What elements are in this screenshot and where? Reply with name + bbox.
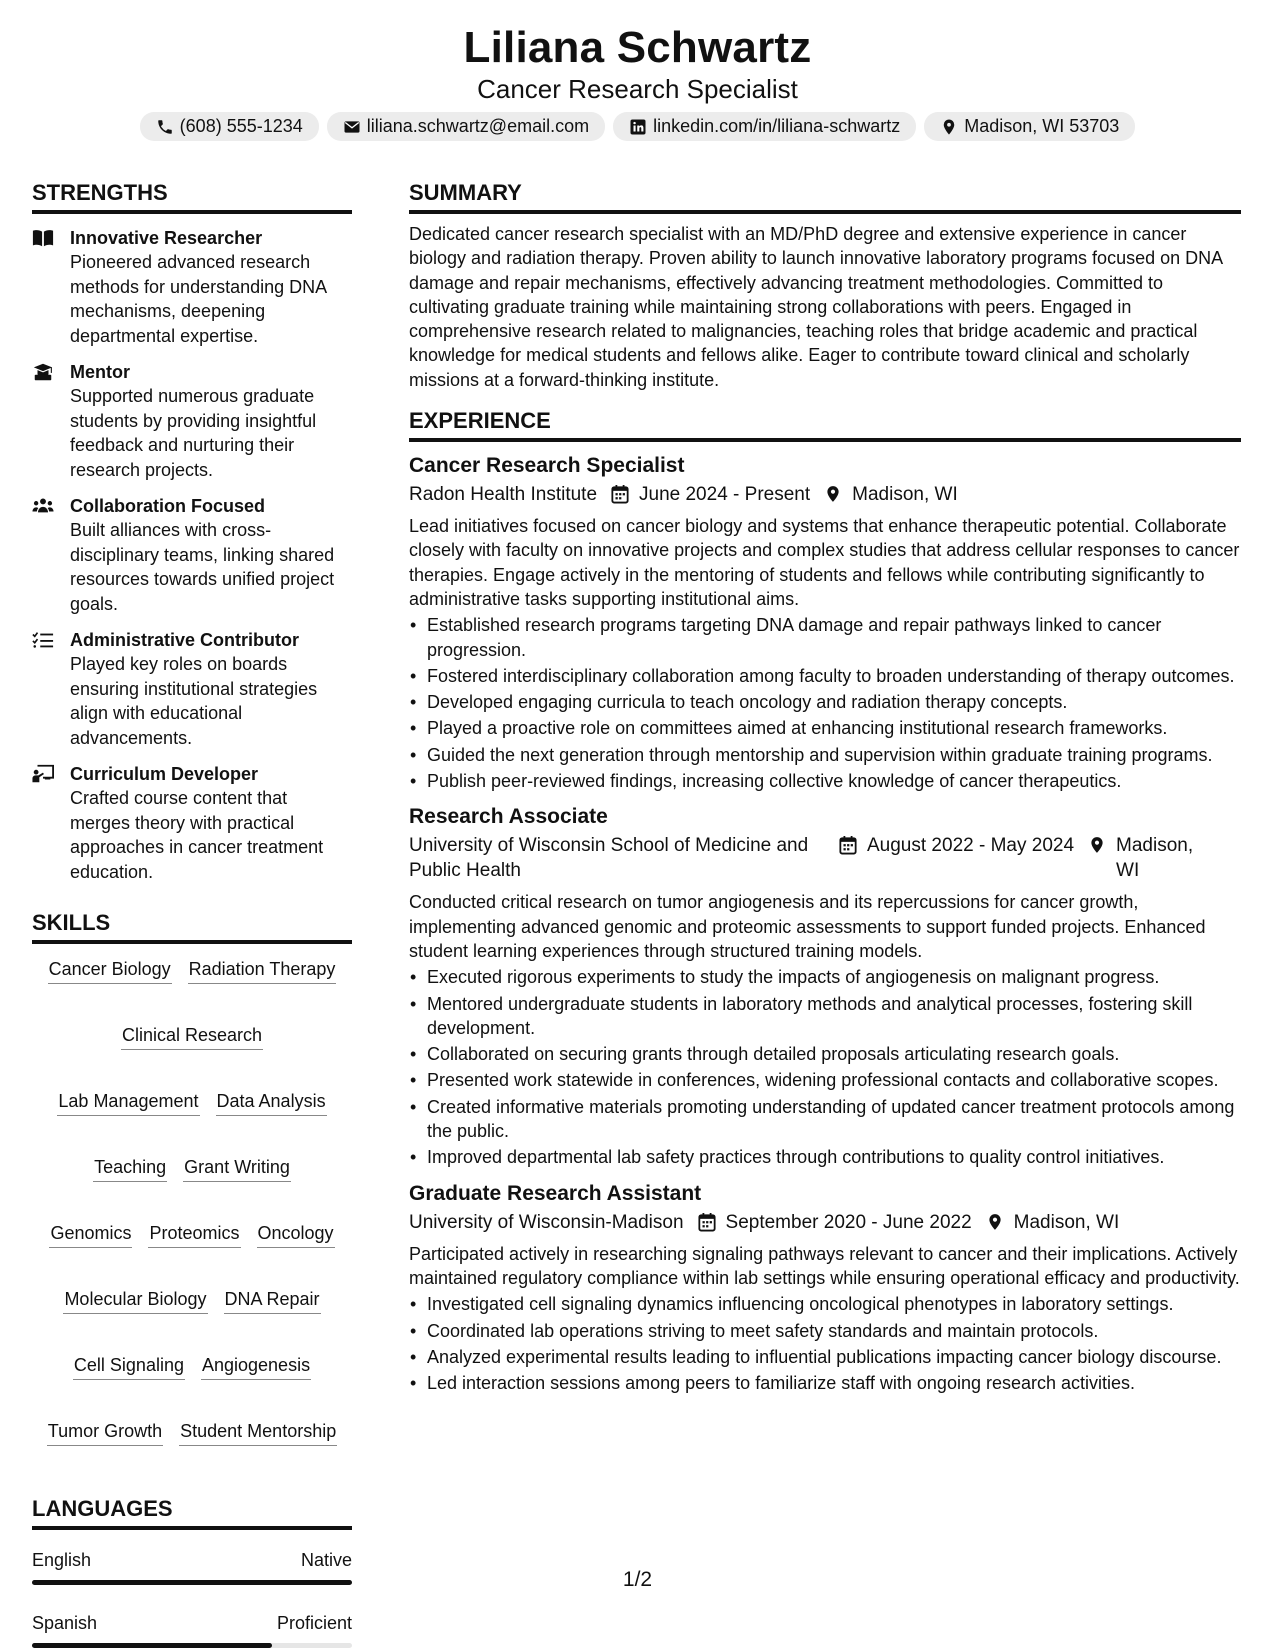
skill-tag: Clinical Research <box>121 1024 263 1050</box>
email-text: liliana.schwartz@email.com <box>366 116 590 136</box>
contact-linkedin[interactable] <box>613 112 916 141</box>
strength-item <box>32 226 352 348</box>
linkedin-text: linkedin.com/in/liliana-schwartz <box>653 116 901 136</box>
job-description: Participated actively in researching signaling pathways relevant to cancer and their implications. Actively maintained regulatory compliance within lab settings while ensuring operational efficacy and productivity. <box>409 1243 1240 1288</box>
calendar-icon <box>611 484 629 504</box>
language-level: Native <box>300 1550 352 1570</box>
strength-description: Supported numerous graduate students by providing insightful feedback and nurturing their research projects. <box>70 386 317 480</box>
book-icon <box>32 228 54 248</box>
language-name: Spanish <box>32 1613 98 1633</box>
job-location: Madison, WI <box>852 484 958 506</box>
job-bullet: • Played a proactive role on committees aimed at enhancing institutional research frameworks. <box>409 716 1241 740</box>
job-bullets <box>409 965 1241 1169</box>
language-item <box>32 1611 352 1648</box>
job-title: Cancer Research Specialist <box>409 454 685 478</box>
resume-header <box>0 20 1275 141</box>
calendar-icon <box>839 835 857 855</box>
skill-tag: Molecular Biology <box>63 1288 207 1314</box>
skill-tag: Genomics <box>49 1222 132 1248</box>
skill-tag: Cell Signaling <box>73 1354 185 1380</box>
language-proficiency-fill <box>32 1643 272 1648</box>
location-text: Madison, WI 53703 <box>964 116 1120 136</box>
phone-text: (608) 555-1234 <box>179 116 303 136</box>
contact-email[interactable] <box>327 112 605 141</box>
job-bullet: • Coordinated lab operations striving to meet safety standards and maintain protocols. <box>409 1319 1241 1343</box>
strength-title: Innovative Researcher <box>70 228 263 248</box>
languages-list <box>32 1548 352 1648</box>
skill-tag: Data Analysis <box>216 1090 327 1116</box>
skill-tag: Tumor Growth <box>47 1420 163 1446</box>
list-check-icon <box>32 630 54 650</box>
strengths-heading: STRENGTHS <box>32 178 352 214</box>
skill-tag: Teaching <box>93 1156 167 1182</box>
strength-description: Played key roles on boards ensuring institutional strategies align with educational advancements. <box>70 654 318 748</box>
strength-title: Curriculum Developer <box>70 764 259 784</box>
job-bullet: • Mentored undergraduate students in laboratory methods and analytical processes, fostering skill development. <box>409 992 1241 1041</box>
job-dates: September 2020 - June 2022 <box>725 1211 972 1233</box>
job-meta <box>409 1210 1241 1235</box>
experience-heading: EXPERIENCE <box>409 406 1241 442</box>
skill-tag: Radiation Therapy <box>188 958 337 984</box>
job-bullet: • Investigated cell signaling dynamics influencing oncological phenotypes in laboratory settings. <box>409 1292 1241 1316</box>
job-description: Conducted critical research on tumor angiogenesis and its repercussions for cancer growth, implementing advanced genomic and proteomic assessments to support funded projects. Enhanced student learning experiences through structured training models. <box>409 892 1206 961</box>
job-bullet: • Analyzed experimental results leading to influential publications impacting cancer biology discourse. <box>409 1345 1241 1369</box>
skill-tag: Student Mentorship <box>179 1420 337 1446</box>
map-pin-icon <box>986 1212 1004 1232</box>
job-location: Madison, WI <box>1013 1211 1120 1233</box>
job-bullet: • Improved departmental lab safety practices through contributions to quality control initiatives. <box>409 1145 1241 1169</box>
people-group-icon <box>32 496 54 516</box>
job-bullet: • Established research programs targeting DNA damage and repair pathways linked to cancer progression. <box>409 613 1241 662</box>
strength-description: Pioneered advanced research methods for understanding DNA mechanisms, deepening departmental expertise. <box>70 252 327 346</box>
job-bullet: • Presented work statewide in conferences, widening professional contacts and collaborative scopes. <box>409 1068 1241 1092</box>
strength-title: Administrative Contributor <box>70 630 300 650</box>
skill-tag: Proteomics <box>148 1222 240 1248</box>
envelope-icon <box>343 118 361 136</box>
job-organization: University of Wisconsin-Madison <box>409 1211 684 1233</box>
candidate-title: Cancer Research Specialist <box>477 74 798 104</box>
teacher-board-icon <box>32 764 54 784</box>
left-column <box>32 178 352 1650</box>
skill-tag: DNA Repair <box>224 1288 321 1314</box>
languages-heading: LANGUAGES <box>32 1494 352 1530</box>
job-bullet: • Fostered interdisciplinary collaboration among faculty to broaden understanding of therapy outcomes. <box>409 664 1241 688</box>
map-pin-icon <box>824 484 842 504</box>
summary-heading: SUMMARY <box>409 178 1241 214</box>
job-bullet: • Guided the next generation through mentorship and supervision within graduate training programs. <box>409 743 1241 767</box>
skills-list <box>32 958 352 1446</box>
strength-title: Mentor <box>70 362 130 382</box>
strength-item <box>32 762 352 884</box>
strength-description: Crafted course content that merges theory with practical approaches in cancer treatment education. <box>70 788 324 882</box>
job-title: Research Associate <box>409 805 608 829</box>
language-proficiency-bar <box>32 1643 352 1648</box>
job-organization: Radon Health Institute <box>409 484 598 506</box>
skills-heading: SKILLS <box>32 908 352 944</box>
graduate-icon <box>32 362 54 382</box>
contact-phone <box>140 112 319 141</box>
job-entry <box>409 1180 1241 1396</box>
job-bullet: • Created informative materials promoting understanding of updated cancer treatment protocols among the public. <box>409 1095 1241 1144</box>
job-dates: August 2022 - May 2024 <box>867 835 1075 857</box>
map-pin-icon <box>940 118 958 136</box>
job-bullet: • Developed engaging curricula to teach oncology and radiation therapy concepts. <box>409 690 1241 714</box>
strength-item <box>32 628 352 750</box>
calendar-icon <box>698 1212 716 1232</box>
job-location: Madison, WI <box>1116 835 1194 882</box>
contact-bar <box>0 112 1275 141</box>
skill-tag: Angiogenesis <box>201 1354 311 1380</box>
job-bullet: • Led interaction sessions among peers to familiarize staff with ongoing research activities. <box>409 1371 1241 1395</box>
right-column <box>409 178 1241 1397</box>
job-entry <box>409 452 1241 793</box>
job-bullet: • Publish peer-reviewed findings, increasing collective knowledge of cancer therapeutics. <box>409 769 1241 793</box>
language-name: English <box>32 1550 92 1570</box>
phone-icon <box>156 118 174 136</box>
linkedin-icon <box>629 118 647 136</box>
job-meta <box>409 482 1241 507</box>
skill-tag: Cancer Biology <box>48 958 172 984</box>
summary-text: Dedicated cancer research specialist with an MD/PhD degree and extensive experience in cancer biology and radiation therapy. Proven ability to launch innovative laboratory programs focused on DNA damage and repair mechanisms, effectively advancing treatment methodologies. Committed to cultivating graduate training while maintaining strong collaborations with peers. Engaged in comprehensive research related to malignancies, teaching roles that bridge academic and practical knowledge for medical students and fellows alike. Eager to contribute toward clinical and scholarly missions at a forward-thinking institute. <box>409 224 1223 390</box>
skill-tag: Grant Writing <box>183 1156 291 1182</box>
job-title: Graduate Research Assistant <box>409 1181 702 1205</box>
contact-location <box>924 112 1135 141</box>
job-entry <box>409 803 1241 1169</box>
strength-item <box>32 494 352 616</box>
job-bullet: • Collaborated on securing grants through detailed proposals articulating research goals. <box>409 1042 1241 1066</box>
map-pin-icon <box>1088 835 1106 855</box>
job-dates: June 2024 - Present <box>639 484 811 506</box>
job-bullets <box>409 613 1241 793</box>
page-number: 1/2 <box>622 1568 653 1591</box>
job-organization: University of Wisconsin School of Medicine and Public Health <box>409 835 809 882</box>
strength-title: Collaboration Focused <box>70 496 266 516</box>
job-bullets <box>409 1292 1241 1395</box>
job-description: Lead initiatives focused on cancer biology and systems that enhance therapeutic potential. Collaborate closely with faculty on innovative projects and complex studies that address cellular responses to cancer therapies. Engage actively in the mentoring of students and fellows while contributing significantly to administrative tasks supporting institutional aims. <box>409 516 1240 609</box>
candidate-name: Liliana Schwartz <box>463 23 812 72</box>
strength-item <box>32 360 352 482</box>
strength-description: Built alliances with cross-disciplinary teams, linking shared resources towards unified project goals. <box>70 520 335 614</box>
language-level: Proficient <box>276 1613 352 1633</box>
job-meta <box>409 833 1241 883</box>
skill-tag: Lab Management <box>57 1090 199 1116</box>
job-bullet: • Executed rigorous experiments to study the impacts of angiogenesis on malignant progress. <box>409 965 1241 989</box>
skill-tag: Oncology <box>257 1222 335 1248</box>
